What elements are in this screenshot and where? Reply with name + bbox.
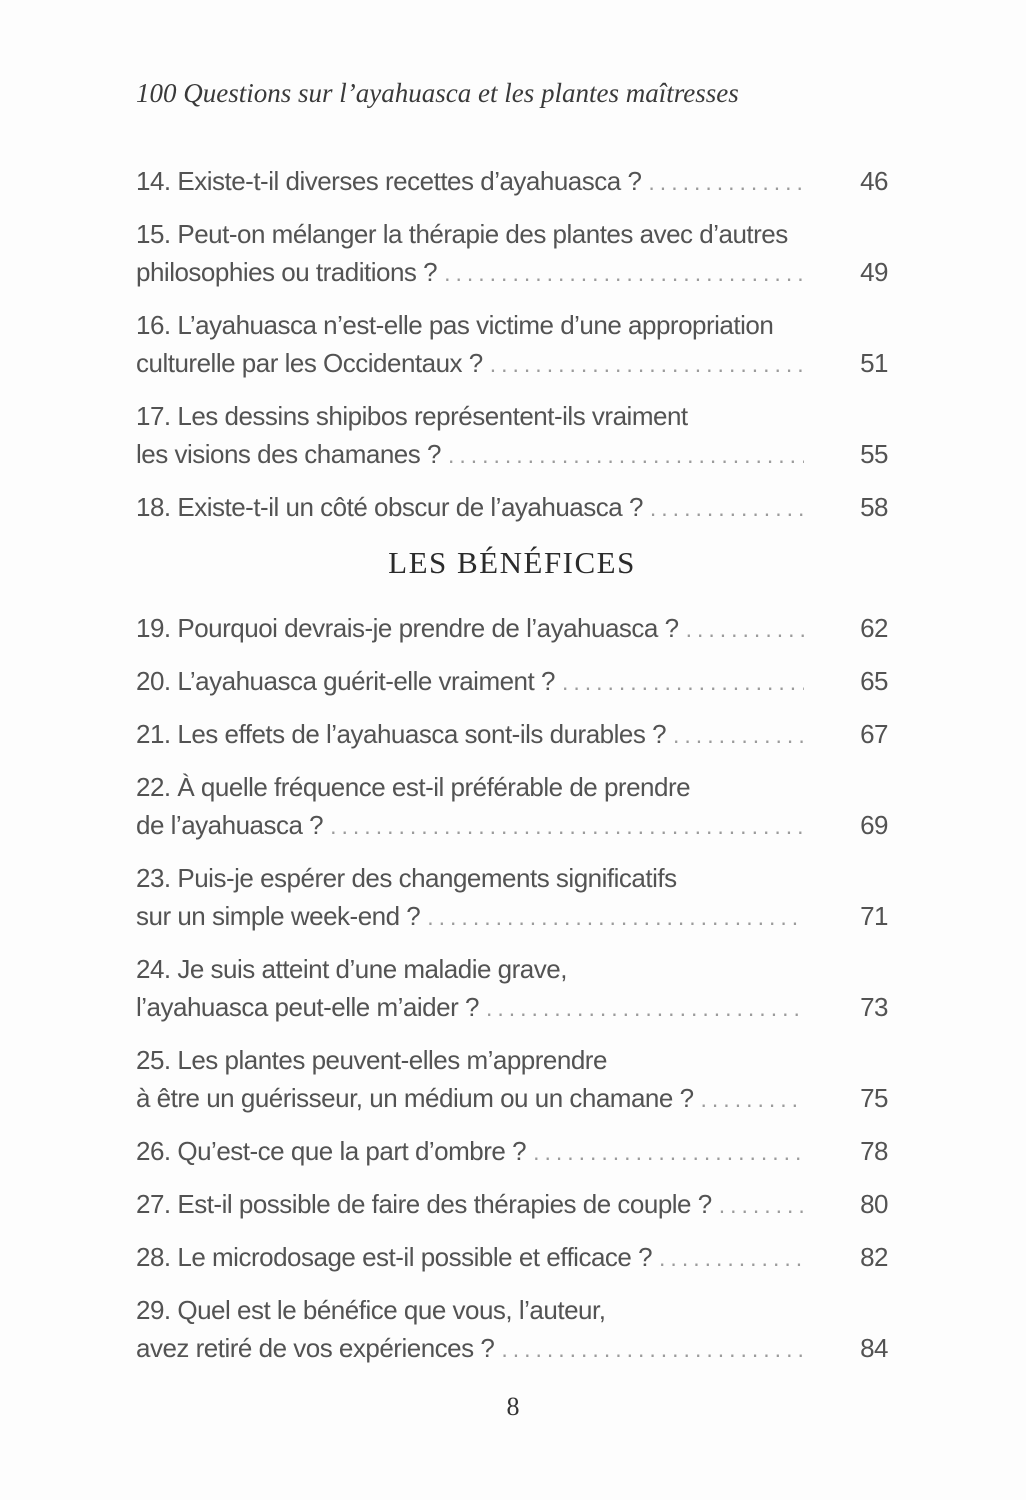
toc-entry <box>136 1041 888 1118</box>
toc-entry-text: culturelle par les Occidentaux ? <box>136 348 483 378</box>
leader-dots <box>701 1079 804 1118</box>
toc-entry-text: 28. Le microdosage est-il possible et efficace ? <box>136 1242 653 1272</box>
leader-dots <box>448 435 804 474</box>
toc-entry <box>136 1291 888 1368</box>
toc-entry <box>136 306 888 383</box>
toc-entry-text: 22. À quelle fréquence est-il préférable de prendre <box>136 772 691 802</box>
toc-entry <box>136 609 888 648</box>
leader-dots <box>427 897 804 936</box>
toc-entry-text: les visions des chamanes ? <box>136 439 441 469</box>
toc-entry-page: 78 <box>860 1136 888 1166</box>
toc-entry-text: 20. L’ayahuasca guérit-elle vraiment ? <box>136 666 555 696</box>
toc-entry-page: 69 <box>860 810 888 840</box>
toc-entry-page: 71 <box>860 901 888 931</box>
toc-entry <box>136 397 888 474</box>
toc-entry-page: 62 <box>860 613 888 643</box>
toc-entry <box>136 662 888 701</box>
toc-entry-page: 67 <box>860 719 888 749</box>
toc-entry-text: 24. Je suis atteint d’une maladie grave, <box>136 954 567 984</box>
toc-entry-page: 80 <box>860 1189 888 1219</box>
toc-entry-page: 46 <box>860 166 888 196</box>
toc-entry <box>136 488 888 527</box>
toc-entry-text: 25. Les plantes peuvent-elles m’apprendre <box>136 1045 607 1075</box>
toc-entry-text: 23. Puis-je espérer des changements significatifs <box>136 863 677 893</box>
leader-dots <box>330 806 804 845</box>
toc-entry-text: 18. Existe-t-il un côté obscur de l’ayahuasca ? <box>136 492 643 522</box>
toc-entry-text: 15. Peut-on mélanger la thérapie des plantes avec d’autres <box>136 219 788 249</box>
toc-entry-text: 27. Est-il possible de faire des thérapies de couple ? <box>136 1189 712 1219</box>
toc-entry <box>136 162 888 201</box>
toc-entry-page: 73 <box>860 992 888 1022</box>
leader-dots <box>533 1132 804 1171</box>
toc-entry <box>136 768 888 845</box>
toc-entry <box>136 1185 888 1224</box>
leader-dots <box>686 609 804 648</box>
toc-entry-text: 17. Les dessins shipibos représentent-ils vraiment <box>136 401 688 431</box>
page-number: 8 <box>506 1392 520 1421</box>
toc-entry <box>136 950 888 1027</box>
toc-entry <box>136 1132 888 1171</box>
toc-entry-text: 14. Existe-t-il diverses recettes d’ayahuasca ? <box>136 166 642 196</box>
toc-entry-text: à être un guérisseur, un médium ou un chamane ? <box>136 1083 694 1113</box>
toc-entry-text: avez retiré de vos expériences ? <box>136 1333 495 1363</box>
toc-entry-text: 19. Pourquoi devrais-je prendre de l’ayahuasca ? <box>136 613 679 643</box>
leader-dots <box>444 253 804 292</box>
toc-entry-page: 55 <box>860 439 888 469</box>
toc-entry-page: 51 <box>860 348 888 378</box>
toc-entry-text: de l’ayahuasca ? <box>136 810 324 840</box>
leader-dots <box>486 988 804 1027</box>
leader-dots <box>648 162 804 201</box>
toc-entry <box>136 215 888 292</box>
leader-dots <box>650 488 804 527</box>
leader-dots <box>562 662 804 701</box>
toc-entry-page: 58 <box>860 492 888 522</box>
toc-entry <box>136 715 888 754</box>
leader-dots <box>673 715 804 754</box>
toc-entry-page: 65 <box>860 666 888 696</box>
table-of-contents <box>136 162 888 1368</box>
section-heading: LES BÉNÉFICES <box>388 545 636 580</box>
toc-entry <box>136 1238 888 1277</box>
toc-entry-text: 29. Quel est le bénéfice que vous, l’auteur, <box>136 1295 606 1325</box>
toc-entry-page: 84 <box>860 1333 888 1363</box>
toc-entry-text: 16. L’ayahuasca n’est-elle pas victime d’une appropriation <box>136 310 774 340</box>
toc-entry-page: 75 <box>860 1083 888 1113</box>
running-head: 100 Questions sur l’ayahuasca et les plantes maîtresses <box>136 78 739 108</box>
toc-entry-page: 49 <box>860 257 888 287</box>
toc-entry-text: 21. Les effets de l’ayahuasca sont-ils durables ? <box>136 719 667 749</box>
leader-dots <box>490 344 804 383</box>
leader-dots <box>719 1185 804 1224</box>
toc-entry-text: l’ayahuasca peut-elle m’aider ? <box>136 992 479 1022</box>
leader-dots <box>501 1329 804 1368</box>
toc-entry-text: sur un simple week-end ? <box>136 901 421 931</box>
toc-entry <box>136 859 888 936</box>
toc-entry-text: philosophies ou traditions ? <box>136 257 438 287</box>
leader-dots <box>659 1238 804 1277</box>
toc-entry-page: 82 <box>860 1242 888 1272</box>
toc-entry-text: 26. Qu’est-ce que la part d’ombre ? <box>136 1136 527 1166</box>
